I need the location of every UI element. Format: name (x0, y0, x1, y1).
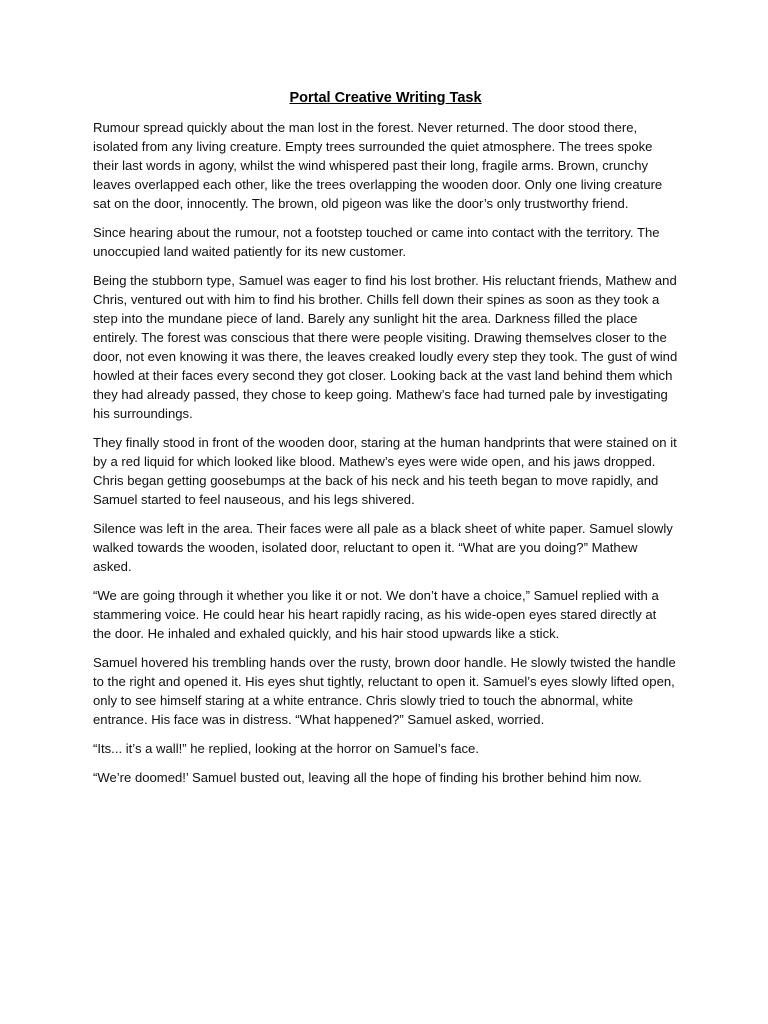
paragraph-2: Since hearing about the rumour, not a footstep touched or came into contact with the territory. The unoccupied land waited patiently for its new customer. (93, 225, 660, 259)
document-body (93, 88, 678, 797)
paragraph-9: “We’re doomed!’ Samuel busted out, leaving all the hope of finding his brother behind him now. (93, 770, 642, 785)
document-title: Portal Creative Writing Task (289, 90, 482, 106)
paragraph-4: They finally stood in front of the wooden door, staring at the human handprints that were stained on it by a red liquid for which looked like blood. Mathew’s eyes were wide open, and his jaws dropped. Chris began getting goosebumps at the back of his neck and his teeth began to move rapidly, and Samuel started to feel nauseous, and his legs shivered. (93, 435, 677, 507)
paragraph-5: Silence was left in the area. Their faces were all pale as a black sheet of white paper. Samuel slowly walked towards the wooden, isolated door, reluctant to open it. “What are you doing?” Mathew asked. (93, 521, 673, 574)
paragraph-3: Being the stubborn type, Samuel was eager to find his lost brother. His reluctant friends, Mathew and Chris, ventured out with him to find his brother. Chills fell down their spines as soon as they took a step into the mundane piece of land. Barely any sunlight hit the area. Darkness filled the place entirely. The forest was conscious that there were people visiting. Drawing themselves closer to the door, not even knowing it was there, the leaves creaked loudly every step they took. The gust of wind howled at their faces every second they got closer. Looking back at the vast land behind them which they had already passed, they chose to keep going. Mathew’s face had turned pale by investigating his surroundings. (93, 273, 678, 421)
paragraph-8: “Its... it’s a wall!” he replied, looking at the horror on Samuel’s face. (93, 741, 479, 756)
paragraph-1: Rumour spread quickly about the man lost in the forest. Never returned. The door stood there, isolated from any living creature. Empty trees surrounded the quiet atmosphere. The trees spoke their last words in agony, whilst the wind whispered past their long, fragile arms. Brown, crunchy leaves overlapped each other, like the trees overlapping the wooden door. Only one living creature sat on the door, innocently. The brown, old pigeon was like the door’s only trustworthy friend. (93, 120, 663, 211)
paragraph-7: Samuel hovered his trembling hands over the rusty, brown door handle. He slowly twisted the handle to the right and opened it. His eyes shut tightly, reluctant to open it. Samuel’s eyes slowly lifted open, only to see himself staring at a white entrance. Chris slowly tried to touch the abnormal, white entrance. His face was in distress. “What happened?” Samuel asked, worried. (93, 655, 676, 727)
paragraph-6: “We are going through it whether you like it or not. We don’t have a choice,” Samuel replied with a stammering voice. He could hear his heart rapidly racing, as his wide-open eyes stared directly at the door. He inhaled and exhaled quickly, and his hair stood upwards like a stick. (93, 588, 659, 641)
